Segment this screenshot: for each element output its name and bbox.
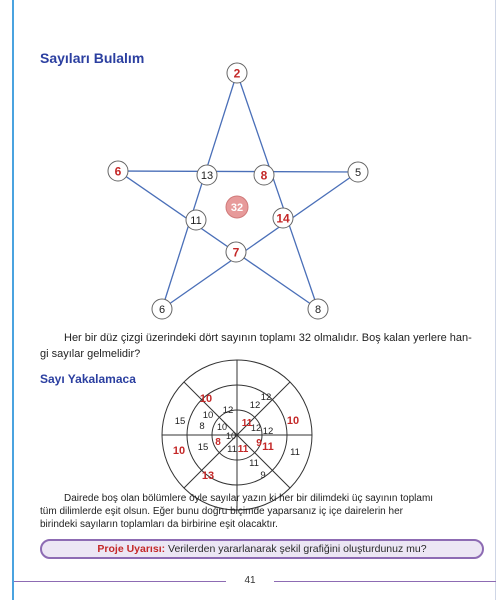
svg-text:7: 7 <box>232 245 240 260</box>
outer-num-4: 9 <box>260 470 266 481</box>
middle-num-4: 11 <box>262 441 274 453</box>
project-reminder-text: Verilerden yararlanarak şekil grafiğini oluşturdunuz mu? <box>165 543 427 555</box>
inner-num-4: 9 <box>256 438 262 449</box>
outer-num-6: 10 <box>172 445 186 457</box>
project-reminder-box <box>40 539 484 559</box>
svg-text:8: 8 <box>260 168 268 183</box>
inner-num-7: 10 <box>225 431 237 441</box>
svg-text:32: 32 <box>230 202 244 214</box>
middle-num-1: 10 <box>202 410 214 421</box>
middle-num-5: 11 <box>227 444 237 455</box>
instruction-line-3: birindeki sayıların toplamları da birbirine eşit olacaktır. <box>40 519 278 530</box>
outer-num-1: 12 <box>260 392 272 403</box>
inner-num-5: 11 <box>237 444 249 455</box>
question-line-2: gi sayılar gelmelidir? <box>40 348 141 360</box>
circle-lines <box>162 360 312 510</box>
outer-num-2: 10 <box>286 415 300 427</box>
middle-num-9: 12 <box>249 400 261 411</box>
svg-text:6: 6 <box>158 304 166 316</box>
outer-num-5: 13 <box>201 470 215 482</box>
svg-text:14: 14 <box>276 211 290 226</box>
inner-num-1: 10 <box>216 422 228 432</box>
outer-num-7: 15 <box>174 416 186 427</box>
middle-num-8: 8 <box>199 421 205 432</box>
section-title-sayilari-bulalim: Sayıları Bulalım <box>40 50 145 66</box>
svg-text:6: 6 <box>114 164 122 179</box>
svg-text:13: 13 <box>200 170 214 182</box>
instruction-line-2: tüm dilimlerde eşit olsun. Eğer bunu doğru biçimde yaparsanız iç içe dairelerin her <box>40 506 403 517</box>
outer-num-3: 11 <box>290 447 300 458</box>
outer-num-8: 10 <box>199 393 213 405</box>
inner-num-3: 11 <box>241 418 253 429</box>
middle-num-7: 15 <box>197 442 209 453</box>
middle-num-6: 11 <box>249 458 259 469</box>
middle-num-2: 12 <box>222 405 234 416</box>
instruction-line-1: Dairede boş olan bölümlere öyle sayılar yazın ki her bir dilimdeki üç sayının toplamı <box>64 493 434 504</box>
question-line-1: Her bir düz çizgi üzerindeki dört sayının toplamı 32 olmalıdır. Boş kalan yerlere han- <box>64 332 472 344</box>
svg-text:11: 11 <box>190 215 202 227</box>
page-number: 41 <box>226 574 274 588</box>
svg-text:5: 5 <box>354 167 362 179</box>
section-title-sayi-yakalamaca: Sayı Yakalamaca <box>40 372 136 386</box>
svg-text:8: 8 <box>314 304 322 316</box>
inner-num-6: 8 <box>215 437 221 448</box>
inner-num-2: 12 <box>250 423 262 433</box>
svg-text:2: 2 <box>233 66 241 81</box>
project-reminder-label: Proje Uyarısı: <box>97 543 166 555</box>
middle-num-3: 12 <box>262 426 274 437</box>
